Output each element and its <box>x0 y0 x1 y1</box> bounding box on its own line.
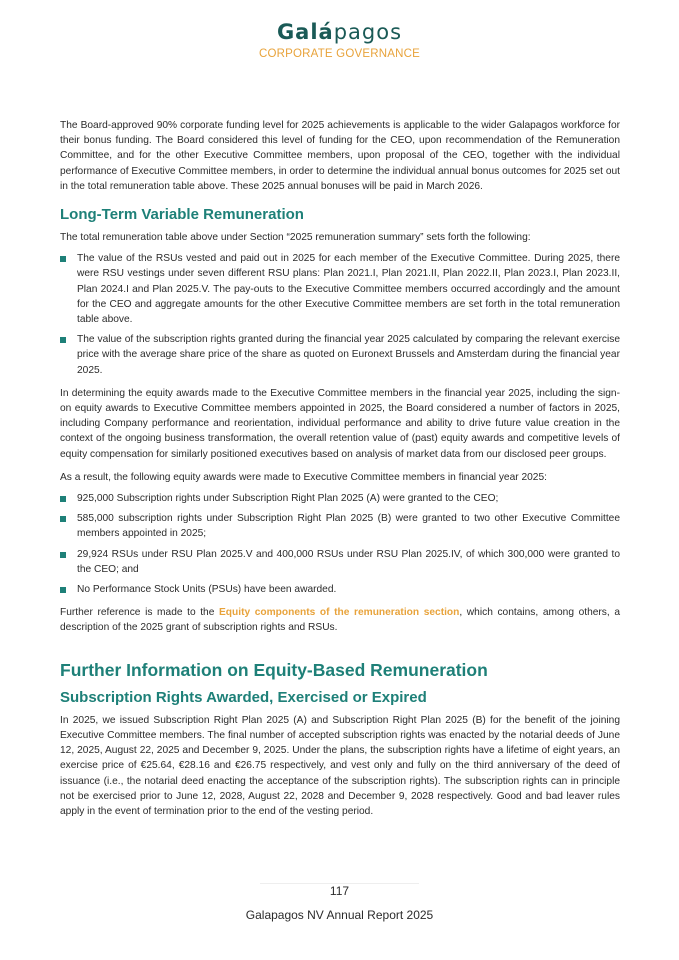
square-bullet-icon <box>60 256 66 262</box>
square-bullet-icon <box>60 337 66 343</box>
equity-components-link[interactable]: Equity components of the remuneration section <box>219 607 460 619</box>
list-item-text: 585,000 subscription rights under Subscription Right Plan 2025 (B) were granted to two other Executive Committee members appointed in 2025; <box>77 513 620 540</box>
reference-suffix: , which contains, among others, a description of the 2025 grant of subscription rights and RSUs. <box>60 607 621 634</box>
report-title: Galapagos NV Annual Report 2025 <box>245 908 434 922</box>
galapagos-logo <box>277 20 402 44</box>
ltvr-heading: Long-Term Variable Remuneration <box>60 206 304 224</box>
square-bullet-icon <box>60 552 66 558</box>
list-item <box>60 332 620 378</box>
list-item <box>60 547 620 577</box>
reference-prefix: Further reference is made to the <box>60 607 219 619</box>
list-item-text: No Performance Stock Units (PSUs) have been awarded. <box>77 584 337 596</box>
list-item <box>60 251 620 327</box>
logo-light-text: pagos <box>333 20 403 44</box>
square-bullet-icon <box>60 496 66 502</box>
section-label: CORPORATE GOVERNANCE <box>259 48 420 60</box>
list-item-text: The value of the RSUs vested and paid out in 2025 for each member of the Executive Committee. During 2025, there were RSU vestings under seven different RSU plans: Plan 2021.I, Plan 2021.II, Plan 2022.II, Plan 2023.I, Plan 2023.II, Plan 2024.I and Plan 2025.V. The pay-outs to the Executive Committee members occurred accordingly and the amount for the CEO and aggregate amounts for the other Executive Committee members are set forth in the total remuneration table above. <box>77 253 620 326</box>
determining-paragraph: In determining the equity awards made to the Executive Committee members in the financial year 2025, including the sign-on equity awards to Executive Committee members appointed in 2025, the Board considered a number of factors in 2025, including Company performance and reorientation, individual performance and ability to drive future value creation in the context of the ongoing business transformation, the overall retention value of (past) equity awards and competitive levels of equity compensation for similarly positioned executives based on analysis of market data from our disclosed peer groups. <box>60 387 620 460</box>
ltvr-bullet-list <box>60 251 620 378</box>
square-bullet-icon <box>60 516 66 522</box>
page-footer <box>0 882 679 922</box>
ltvr-lead: The total remuneration table above under Section “2025 remuneration summary” sets forth the following: <box>60 232 531 244</box>
awards-list <box>60 491 620 597</box>
result-paragraph: As a result, the following equity awards were made to Executive Committee members in financial year 2025: <box>60 471 547 483</box>
list-item-text: The value of the subscription rights granted during the financial year 2025 calculated by comparing the relevant exercise price with the average share price of the share as quoted on Euronext Brussels and Amsterdam during the financial year 2025. <box>77 334 620 376</box>
list-item <box>60 491 620 506</box>
list-item <box>60 511 620 541</box>
square-bullet-icon <box>60 587 66 593</box>
list-item-text: 925,000 Subscription rights under Subscription Right Plan 2025 (A) were granted to the CEO; <box>77 493 499 505</box>
logo-bold-text: Galá <box>276 20 334 44</box>
reference-paragraph <box>60 605 620 635</box>
main-content <box>60 118 620 819</box>
page-header <box>0 20 679 60</box>
subscription-rights-heading: Subscription Rights Awarded, Exercised or Expired <box>60 688 427 706</box>
list-item <box>60 582 620 597</box>
subscription-rights-paragraph: In 2025, we issued Subscription Right Plan 2025 (A) and Subscription Right Plan 2025 (B) for the benefit of the joining Executive Committee members. The final number of accepted subscription rights was enacted by the notarial deeds of June 12, 2025, August 22, 2025 and December 9, 2025. Under the plans, the subscription rights have a lifetime of eight years, an exercise price of €25.64, €28.16 and €26.75 respectively, and vest only and fully on the third anniversary of the deed of issuance (i.e., the notarial deed enacting the acceptance of the subscription rights). The subscription rights can in principle not be exercised prior to June 12, 2028, August 22, 2028 and December 9, 2028 respectively. Good and bad leaver rules apply in the event of termination prior to the end of the vesting period. <box>60 714 620 817</box>
list-item-text: 29,924 RSUs under RSU Plan 2025.V and 400,000 RSUs under RSU Plan 2025.IV, of which 300,000 were granted to the CEO; and <box>77 548 620 575</box>
page-number: 117 <box>260 883 419 898</box>
intro-paragraph: The Board-approved 90% corporate funding level for 2025 achievements is applicable to the wider Galapagos workforce for their bonus funding. The Board considered this level of funding for the CEO, upon recommendation of the Remuneration Committee, and for the other Executive Committee members, upon proposal of the CEO, together with the individual performance of Executive Committee members, in order to determine the individual annual bonus outcomes for 2025 set out in the total remuneration table above. These 2025 annual bonuses will be paid in March 2026. <box>60 120 620 192</box>
further-info-heading: Further Information on Equity-Based Remuneration <box>60 659 488 680</box>
